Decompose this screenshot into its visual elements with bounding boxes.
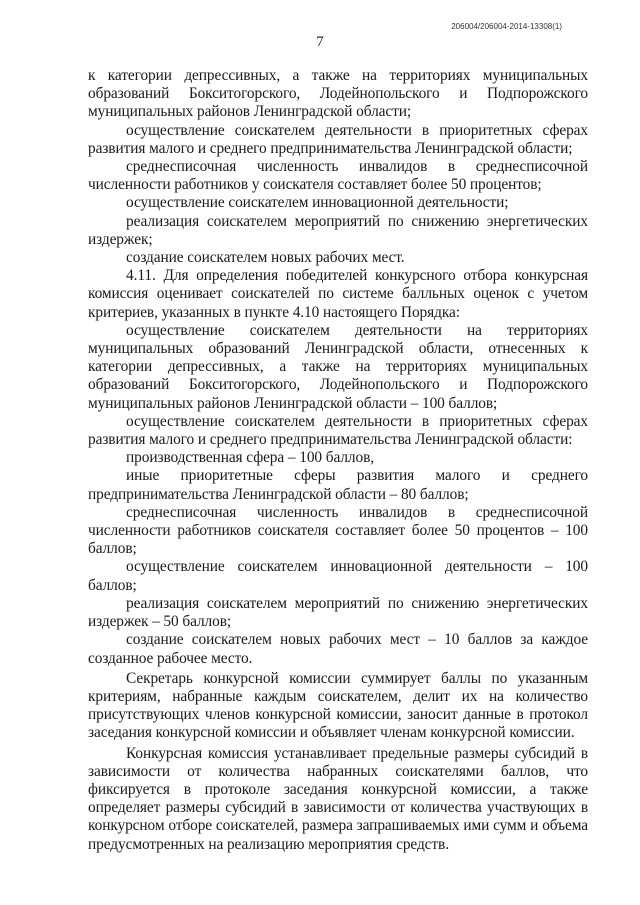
paragraph: 4.11. Для определения победителей конкурсного отбора конкурсная комиссия оценивает соискателей по системе балльных оценок с учетом критериев, указанных в пункте 4.10 настоящего Порядка: — [88, 267, 588, 321]
paragraph: осуществление соискателем деятельности на территориях муниципальных образований Ленинградской области, отнесенных к категории депрессивных, а также на территориях муниципальных образований Бокситогорского, Лодейнопольского и Подпорожского муниципальных районов Ленинградской области – 100 баллов; — [88, 321, 588, 412]
paragraph: осуществление соискателем деятельности в приоритетных сферах развития малого и среднего предпринимательства Ленинградской области: — [88, 412, 588, 449]
page-number: 7 — [316, 34, 324, 50]
paragraph: создание соискателем новых рабочих мест – 10 баллов за каждое созданное рабочее место. — [88, 631, 588, 667]
document-body — [88, 67, 588, 854]
paragraph: производственная сфера – 100 баллов, — [126, 449, 375, 467]
paragraph: создание соискателем новых рабочих мест. — [126, 249, 405, 267]
paragraph: реализация соискателем мероприятий по снижению энергетических издержек – 50 баллов; — [88, 594, 588, 631]
paragraph: осуществление соискателем инновационной деятельности; — [126, 194, 509, 212]
paragraph: среднесписочная численность инвалидов в среднесписочной численности работников соискателя составляет более 50 процентов – 100 баллов; — [88, 503, 588, 558]
paragraph: осуществление соискателем инновационной деятельности – 100 баллов; — [88, 558, 588, 594]
paragraph: Конкурсная комиссия устанавливает предельные размеры субсидий в зависимости от количества набранных соискателями баллов, что фиксируется в протоколе заседания конкурсной комиссии, а также определяет размеры субсидий в зависимости от количества участвующих в конкурсном отборе соискателей, размера запрашиваемых ими сумм и объема предусмотренных на реализацию мероприятия средств. — [88, 744, 588, 853]
paragraph: иные приоритетные сферы развития малого и среднего предпринимательства Ленинградской области – 80 баллов; — [88, 467, 588, 503]
paragraph: к категории депрессивных, а также на территориях муниципальных образований Бокситогорского, Лодейнопольского и Подпорожского муниципальных районов Ленинградской области; — [88, 67, 588, 121]
paragraph: реализация соискателем мероприятий по снижению энергетических издержек; — [88, 212, 588, 248]
paragraph: осуществление соискателем деятельности в приоритетных сферах развития малого и среднего предпринимательства Ленинградской области; — [88, 121, 588, 157]
paragraph: среднесписочная численность инвалидов в среднесписочной численности работников у соискателя составляет более 50 процентов; — [88, 158, 588, 194]
document-code: 206004/206004-2014-13308(1) — [451, 22, 562, 31]
paragraph: Секретарь конкурсной комиссии суммирует баллы по указанным критериям, набранные каждым соискателем, делит их на количество присутствующих членов конкурсной комиссии, заносит данные в протокол заседания конкурсной комиссии и объявляет членам конкурсной комиссии. — [88, 669, 588, 742]
